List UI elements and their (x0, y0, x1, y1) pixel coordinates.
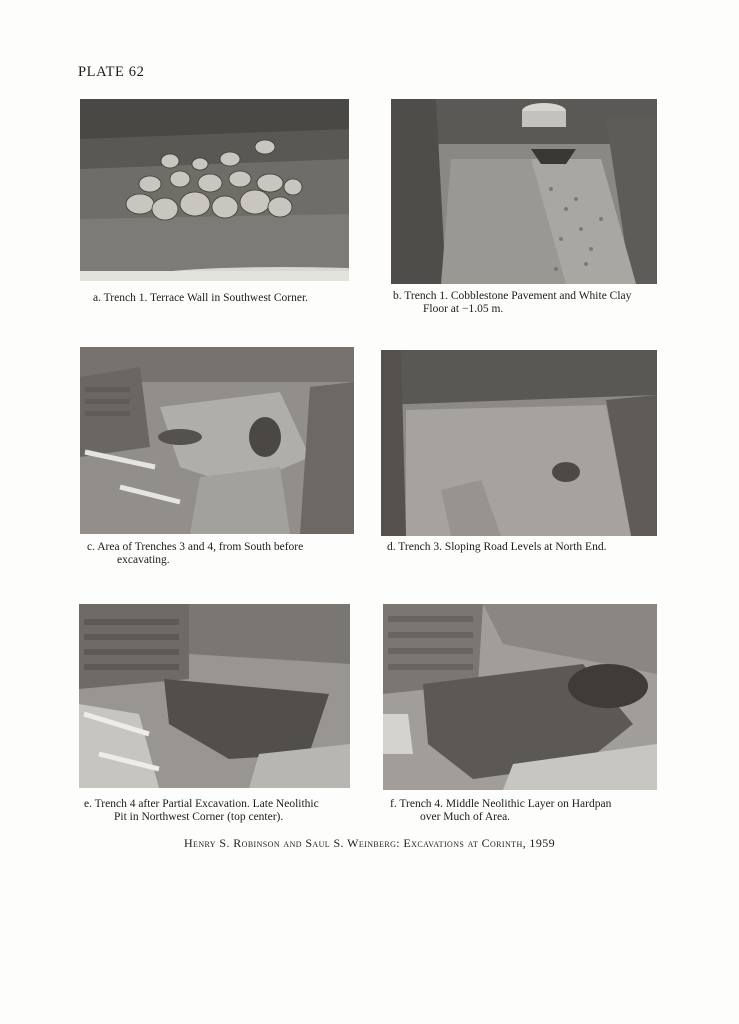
caption-letter: c. (87, 541, 95, 553)
caption-b (393, 290, 663, 316)
caption-letter: b. (393, 290, 402, 302)
photo-d (381, 350, 657, 536)
caption-text: Area of Trenches 3 and 4, from South before (97, 541, 304, 553)
caption-text: Trench 1. Cobblestone Pavement and White Clay (404, 290, 632, 302)
caption-text: Trench 1. Terrace Wall in Southwest Corner. (103, 292, 309, 304)
caption-text: Trench 4. Middle Neolithic Layer on Hardpan (399, 798, 612, 810)
caption-c (87, 541, 362, 567)
caption-text: Trench 4 after Partial Excavation. Late Neolithic (94, 798, 319, 810)
caption-text-continued: Pit in Northwest Corner (top center). (114, 811, 284, 823)
photo-a (80, 99, 349, 281)
caption-text-continued: excavating. (117, 554, 170, 566)
photo-c (80, 347, 354, 534)
photo-e (79, 604, 350, 788)
caption-e (84, 798, 369, 824)
caption-text-continued: over Much of Area. (420, 811, 511, 823)
caption-letter: f. (390, 798, 397, 810)
caption-a (93, 292, 363, 305)
caption-d (387, 541, 667, 554)
caption-text-continued: Floor at −1.05 m. (423, 303, 504, 315)
photo-f (383, 604, 657, 790)
caption-letter: a. (93, 292, 101, 304)
caption-f (390, 798, 670, 824)
caption-letter: e. (84, 798, 92, 810)
caption-text: Trench 3. Sloping Road Levels at North End. (398, 541, 607, 553)
plate-label: PLATE 62 (78, 64, 145, 80)
caption-letter: d. (387, 541, 396, 553)
photo-b (391, 99, 657, 284)
footer-credit: Henry S. Robinson and Saul S. Weinberg: Excavations at Corinth, 1959 (183, 836, 556, 850)
